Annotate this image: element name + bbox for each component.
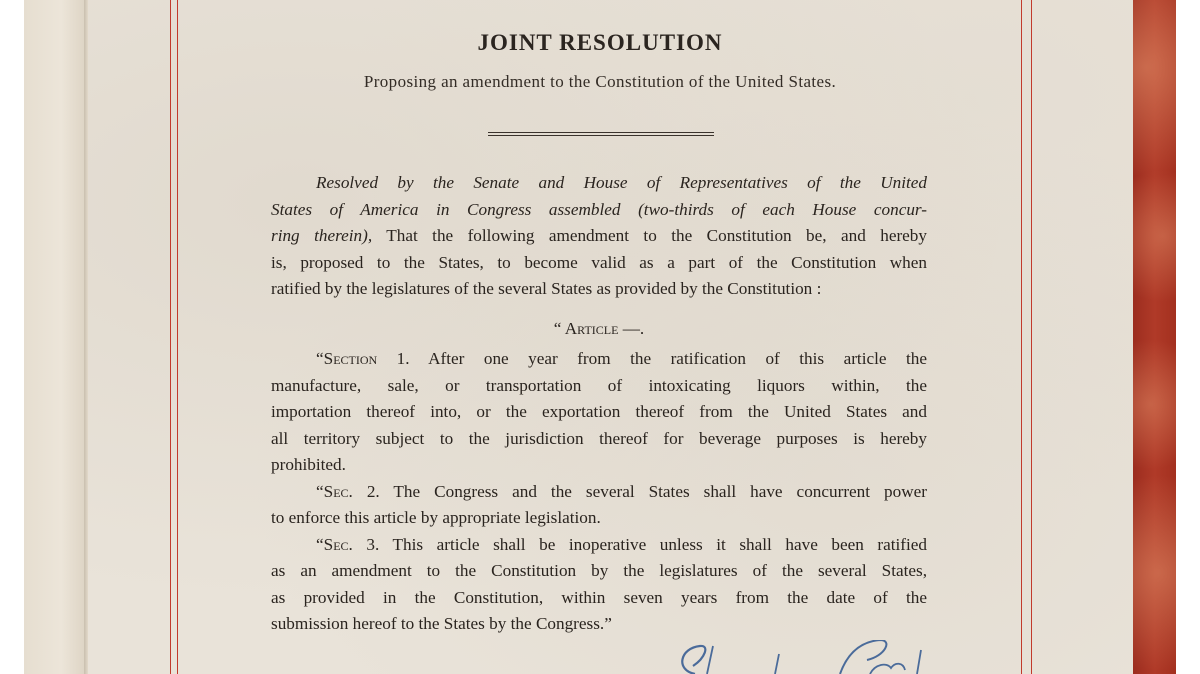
handwritten-signature	[655, 640, 935, 674]
section-3-line: “Sec. 3. This article shall be inoperative unless it shall have been ratified	[316, 534, 927, 554]
section-1-line: prohibited.	[271, 455, 346, 474]
preamble-line: ring therein), That the following amendment to the Constitution be, and hereby	[271, 226, 927, 245]
left-page-leaf	[24, 0, 86, 674]
section-3-line: submission hereof to the States by the Congress.”	[271, 614, 612, 633]
left-margin-rule-outer	[170, 0, 171, 674]
document-subtitle: Proposing an amendment to the Constitution of the United States.	[363, 72, 837, 91]
preamble-line: ratified by the legislatures of the several States as provided by the Constitution :	[271, 279, 822, 298]
preamble-line: Resolved by the Senate and House of Representatives of the United	[316, 173, 927, 192]
right-margin-rule-inner	[1021, 0, 1022, 674]
left-margin-rule-inner	[177, 0, 178, 674]
section-3-line: as an amendment to the Constitution by the legislatures of the several States,	[271, 561, 927, 580]
section-label: “Sec. 3.	[316, 534, 380, 554]
section-1-line: “Section 1. After one year from the ratification of this article the	[316, 349, 927, 368]
title-divider	[488, 132, 714, 136]
section-1-line: importation thereof into, or the exportation thereof from the United States and	[271, 402, 927, 421]
preamble-line: States of America in Congress assembled (two-thirds of each House concur-	[271, 199, 927, 219]
right-margin-rule-outer	[1031, 0, 1032, 674]
document-title: JOINT RESOLUTION	[477, 30, 723, 55]
section-label: “Section 1.	[316, 349, 410, 368]
section-3-line: as provided in the Constitution, within seven years from the date of the	[271, 587, 927, 607]
section-1-line: all territory subject to the jurisdiction thereof for beverage purposes is hereby	[271, 428, 927, 448]
section-label: “Sec. 2.	[316, 481, 380, 501]
marbled-book-edge	[1133, 0, 1176, 674]
section-2-line: “Sec. 2. The Congress and the several States shall have concurrent power	[316, 481, 927, 501]
section-2-line: to enforce this article by appropriate legislation.	[271, 508, 601, 527]
section-1-line: manufacture, sale, or transportation of intoxicating liquors within, the	[271, 375, 927, 395]
resolution-body	[271, 170, 927, 638]
preamble-line: is, proposed to the States, to become valid as a part of the Constitution when	[271, 252, 927, 272]
article-heading: “ Article —.	[553, 318, 645, 338]
